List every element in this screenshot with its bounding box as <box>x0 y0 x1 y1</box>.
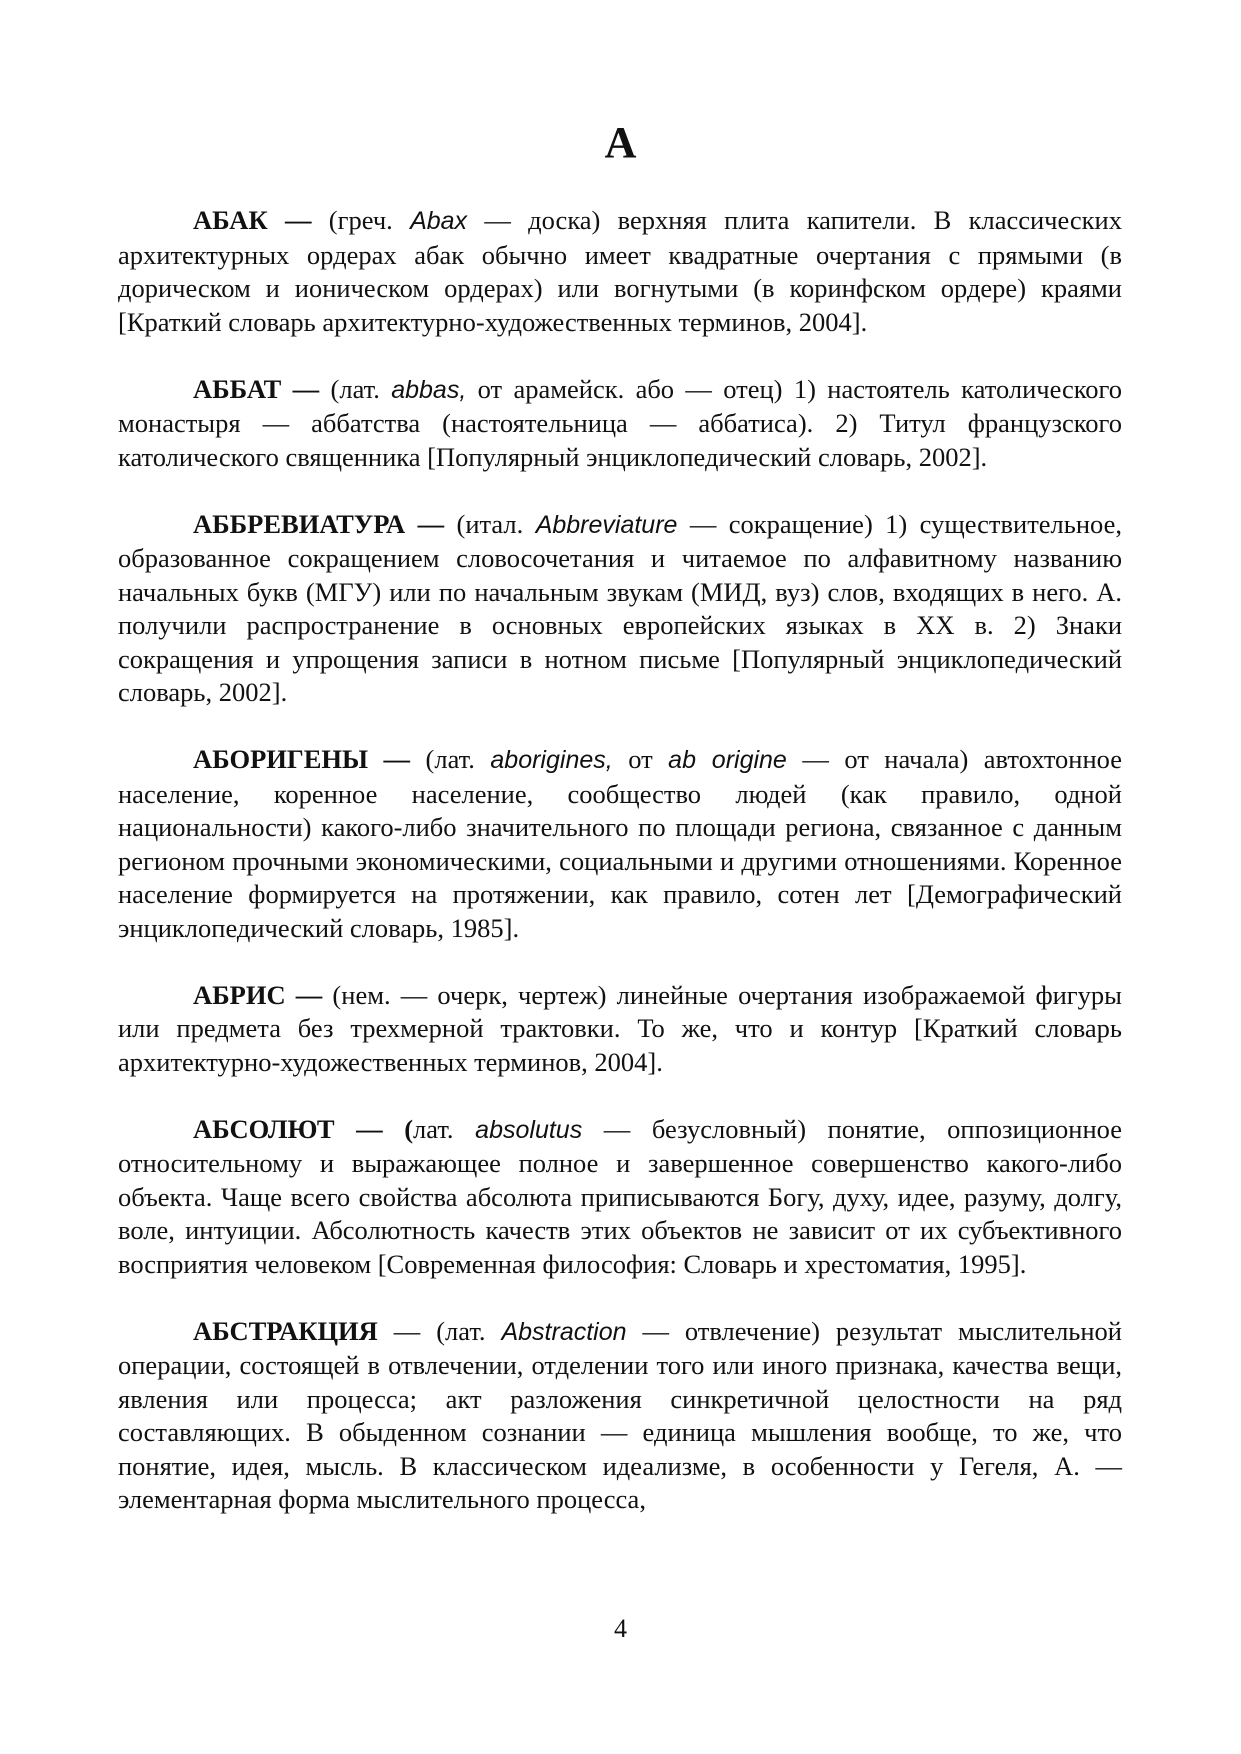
dictionary-entries <box>118 204 1122 1550</box>
entry-text: (греч. <box>311 205 411 235</box>
entry-text: — (лат. <box>377 1315 502 1346</box>
entry-text: (нем. — очерк, чертеж) линейные очертания изображаемой фигуры или предмета без трехмерной трактовки. То же, что и контур [Краткий словарь архитектурно-художественных терминов, 2004]. <box>118 979 1122 1077</box>
entry-text: (итал. <box>444 508 536 539</box>
dictionary-entry-abak <box>118 204 1122 339</box>
entry-text: от арамейск. або — отец) 1) настоятель католического монастыря — аббатства (настоятельница — аббатиса). 2) Титул французского католического священника [Популярный энциклопедический словарь, 2002]. <box>118 373 1122 472</box>
dictionary-entry-abris <box>118 979 1122 1080</box>
entry-foreign-word: Abax <box>410 207 468 235</box>
entry-text: — безусловный) понятие, оппозиционное относительному и выражающее полное и завершенное совершенство какого-либо объекта. Чаще всего свойства абсолюта приписываются Богу, духу, идее, разуму, долгу, воле, интуиции. Абсолютность качеств этих объектов не зависит от их субъективного восприятия человеком [Современная философия: Словарь и хрестоматия, 1995]. <box>118 1113 1123 1279</box>
dictionary-entry-absolut <box>118 1113 1122 1282</box>
entry-text: — доска) верхняя плита капители. В классических архитектурных ордерах абак обычно имеет квадратные очертания с прямыми (в дорическом и ионическом ордерах) или вогнутыми (в коринфском ордере) краями [Краткий словарь архитектурно-художественных терминов, 2004]. <box>118 205 1122 337</box>
entry-foreign-word: Abbreviature <box>535 510 678 539</box>
entry-term: АББРЕВИАТУРА — <box>193 508 445 539</box>
entry-text: — от начала) автохтонное население, коренное население, сообщество людей (как правило, одной национальности) какого-либо значительного по площади региона, связанное с данным регионом прочными экономическими, социальными и другими отношениями. Коренное население формируется на протяжении, как правило, сотен лет [Демографический энциклопедический словарь, 1985]. <box>118 744 1123 943</box>
page-number: 4 <box>614 1614 627 1643</box>
dictionary-entry-aborigeny <box>118 743 1122 945</box>
entry-text: — сокращение) 1) существительное, образованное сокращением словосочетания и читаемое по алфавитному названию начальных букв (МГУ) или по начальным звукам (МИД, вуз) слов, входящих в него. А. получили распространение в основных европейских языках в XX в. 2) Знаки сокращения и упрощения записи в нотном письме [Популярный энциклопедический словарь, 2002]. <box>118 508 1122 707</box>
entry-foreign-word: Abstraction <box>501 1317 627 1346</box>
dictionary-entry-abbat <box>118 373 1122 475</box>
dictionary-entry-abbreviatura <box>118 508 1122 710</box>
entry-foreign-word: absolutus <box>475 1115 583 1144</box>
entry-term: АБОРИГЕНЫ — <box>193 744 411 774</box>
entry-text: (лат. <box>410 744 491 774</box>
entry-foreign-word: ab origine <box>668 746 787 774</box>
entry-term: АБРИС — <box>193 979 323 1010</box>
entry-term: АБАК — <box>193 205 312 235</box>
entry-text: лат. <box>413 1113 476 1144</box>
dictionary-entry-abstraktsiya <box>118 1315 1122 1517</box>
entry-foreign-word: aborigines, <box>490 746 613 774</box>
entry-text: — отвлечение) результат мыслительной операции, состоящей в отвлечении, отделении того или иного признака, качества вещи, явления или процесса; акт разложения синкретичной целостности на ряд составляющих. В обыденном сознании — единица мышления вообще, то же, что понятие, идея, мысль. В классическом идеализме, в особенности у Гегеля, А. — элементарная форма мыслительного процесса, <box>118 1315 1122 1514</box>
entry-text: (лат. <box>319 373 392 404</box>
entry-foreign-word: abbas, <box>391 375 467 404</box>
entry-text: от <box>612 744 669 774</box>
entry-term: АБСТРАКЦИЯ <box>193 1315 378 1346</box>
entry-term: АБСОЛЮТ — ( <box>193 1113 414 1144</box>
entry-term: АББАТ — <box>193 373 320 404</box>
section-letter-heading: А <box>604 118 637 167</box>
